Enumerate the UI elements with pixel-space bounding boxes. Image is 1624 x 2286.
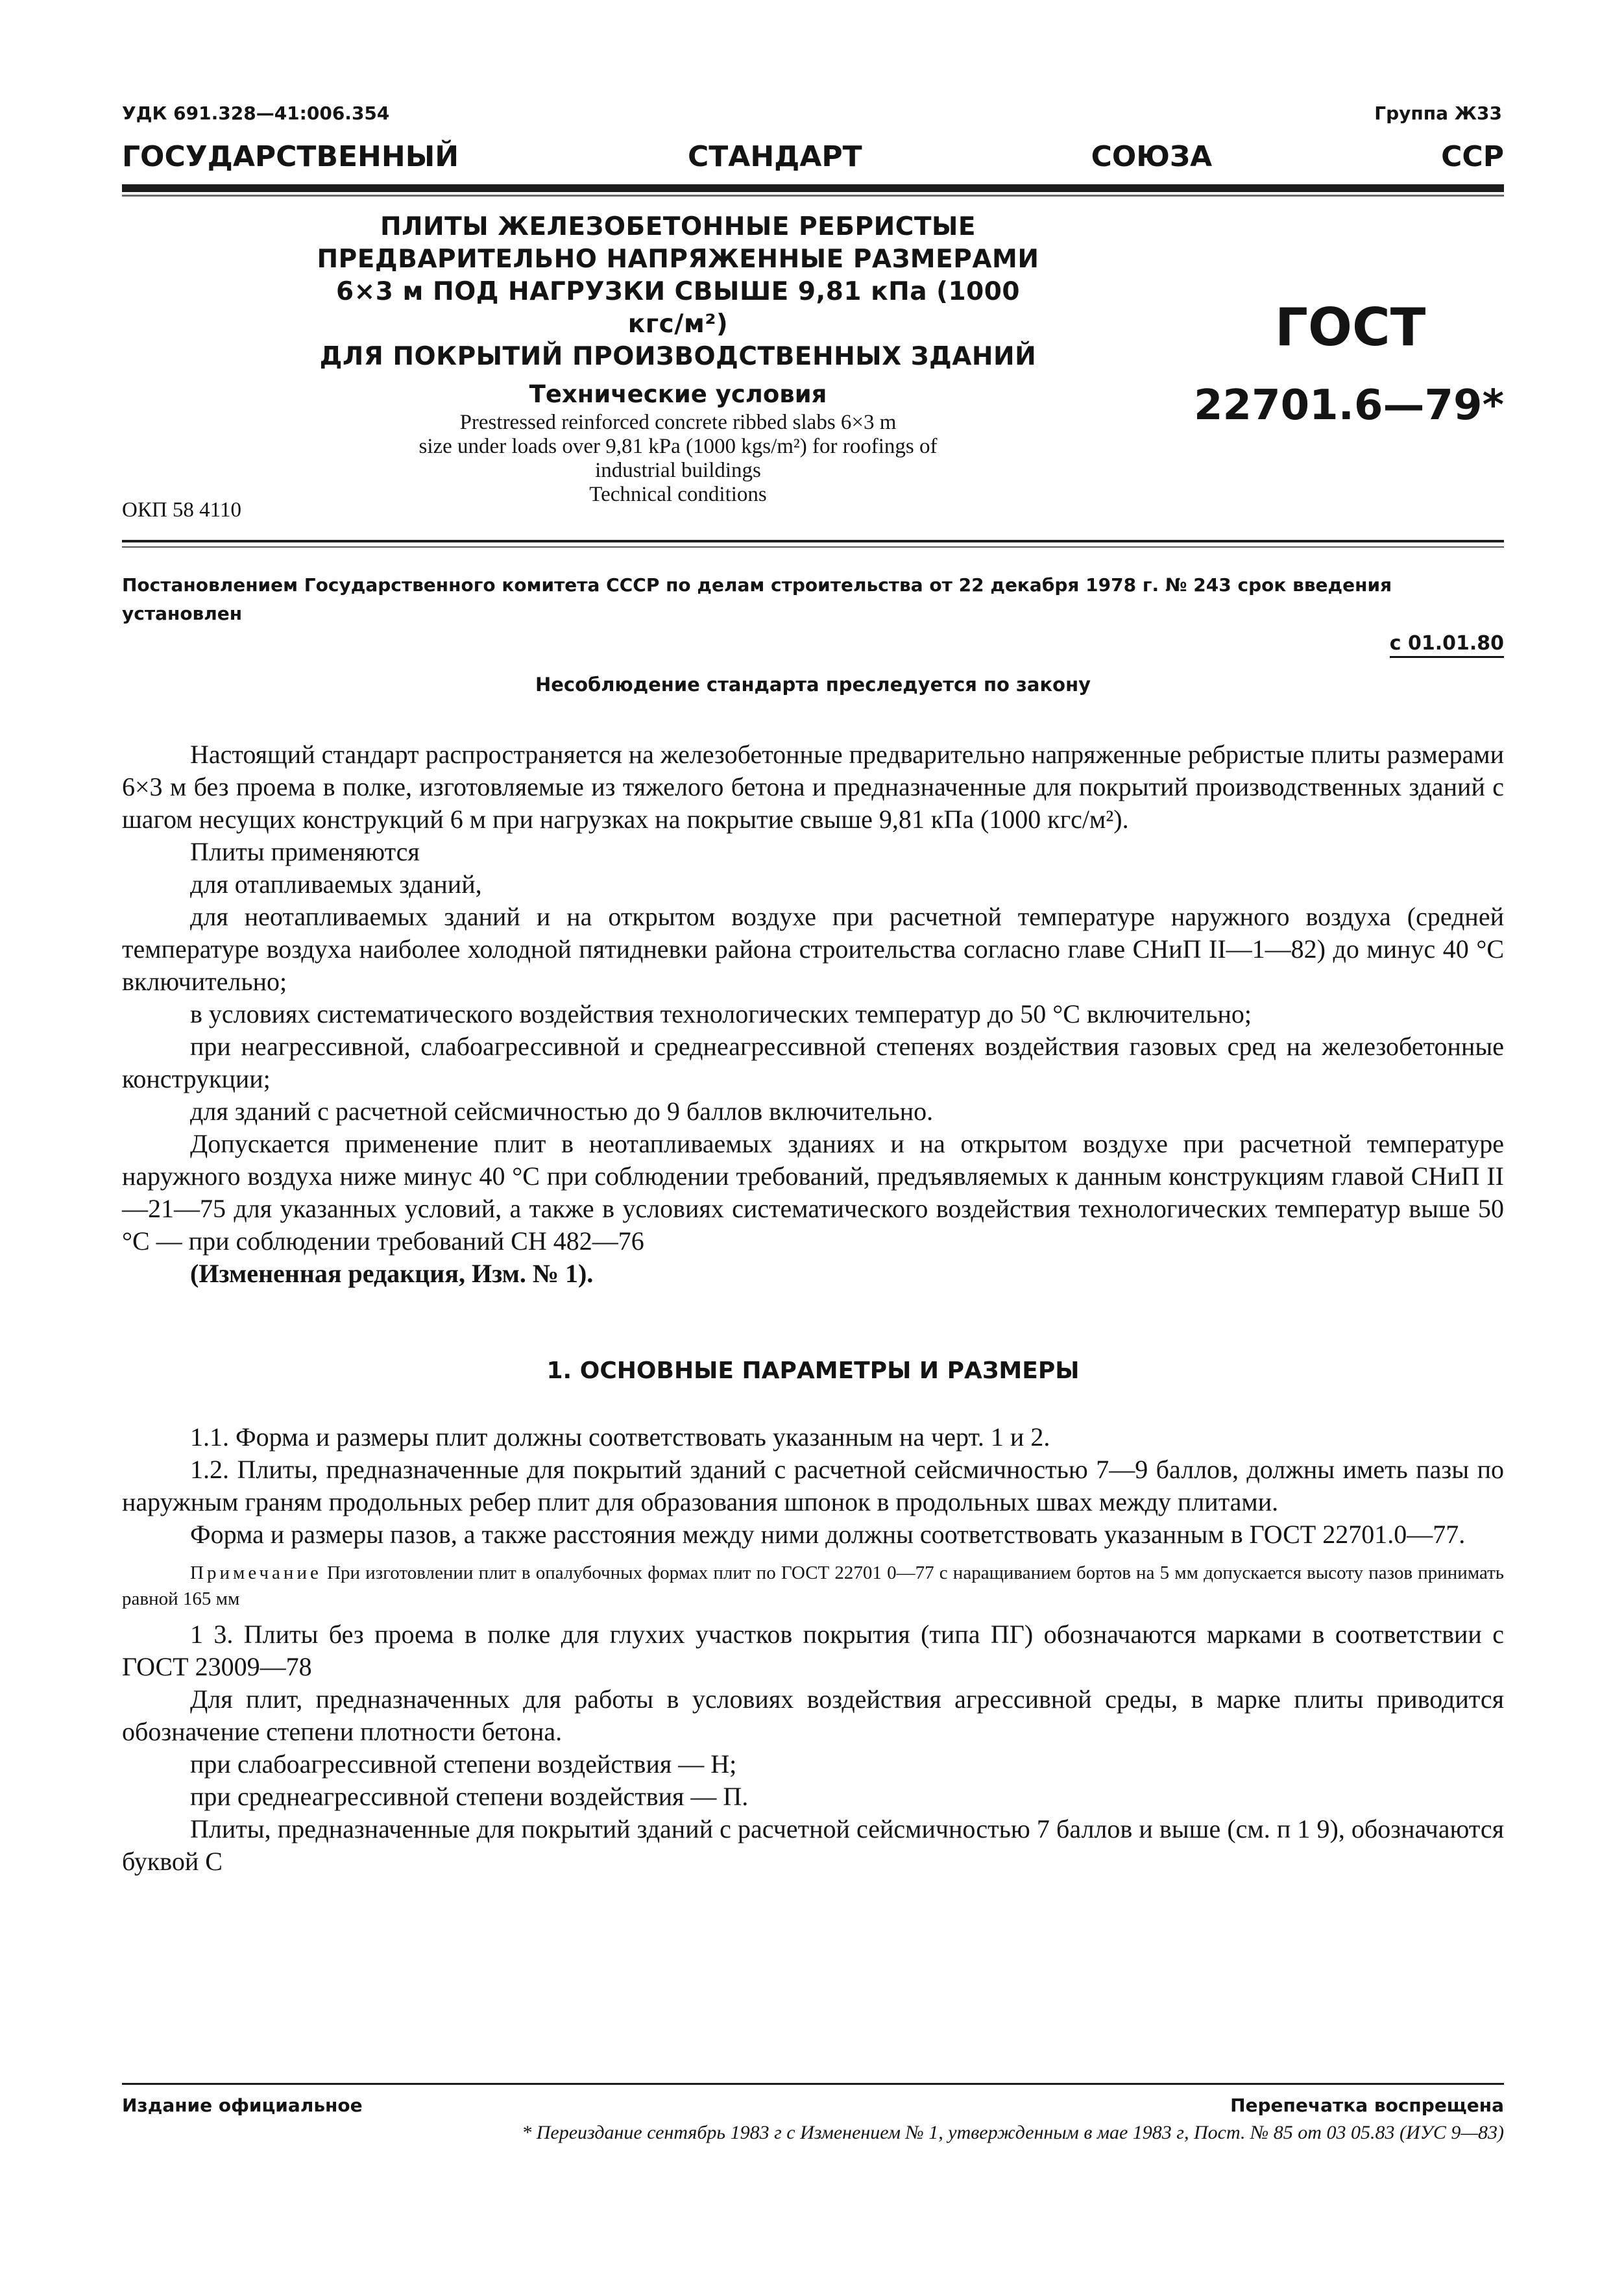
section-heading: 1. ОСНОВНЫЕ ПАРАМЕТРЫ И РАЗМЕРЫ [546,1357,1080,1384]
separator-rule-thin [122,546,1504,548]
english-title-line: industrial buildings [595,459,761,482]
okp-code: ОКП 58 4110 [122,498,241,522]
header-rule-thin [122,195,1504,197]
title-line: ПЛИТЫ ЖЕЛЕЗОБЕТОННЫЕ РЕБРИСТЫЕ [380,212,976,241]
state-word-3: СОЮЗА [1091,140,1213,173]
english-title-line: Technical conditions [589,483,767,506]
title-line: ПРЕДВАРИТЕЛЬНО НАПРЯЖЕННЫЕ РАЗМЕРАМИ [317,245,1039,274]
reissue-note: * Переиздание сентябрь 1983 г с Изменением № 1, утвержденным в мае 1983 г, Пост. № 85 от 03 05.83 (ИУС 9—83) [522,2122,1504,2143]
paragraph: в условиях систематического воздействия технологических температур до 50 °С включительно; [190,999,1252,1028]
reprint-notice: Перепечатка воспрещена [1230,2095,1504,2116]
state-word-2: СТАНДАРТ [688,140,862,173]
effective-date: с 01.01.80 [1390,632,1504,658]
paragraph: Для плит, предназначенных для работы в условиях воздействия агрессивной среды, в марке плиты приводится обозначение степени плотности бетона. [122,1684,1504,1746]
edition-label: Издание официальное [122,2095,363,2116]
paragraph: Допускается применение плит в неотапливаемых зданиях и на открытом воздухе при расчетной температуре наружного воздуха ниже минус 40 °С при соблюдении требований, предъявляемых к данным конструкциям главой СНиП II—21—75 для указанных условий, а также в условиях систематического воздействия технологических температур выше 50 °С — при соблюдении требований СН 482—76 [122,1129,1504,1256]
gost-number: 22701.6—79* [1194,382,1505,430]
paragraph: Настоящий стандарт распространяется на железобетонные предварительно напряженные ребристые плиты размерами 6×3 м без проема в полке, изготовляемые из тяжелого бетона и предназначенные для покрытий производственных зданий с шагом несущих конструкций 6 м при нагрузках на покрытие свыше 9,81 кПа (1000 кгс/м²). [122,740,1504,834]
paragraph: 1 3. Плиты без проема в полке для глухих участков покрытия (типа ПГ) обозначаются марками в соответствии с ГОСТ 23009—78 [122,1620,1504,1681]
paragraph: Форма и размеры пазов, а также расстояния между ними должны соответствовать указанным в ГОСТ 22701.0—77. [190,1520,1466,1549]
state-word-1: ГОСУДАРСТВЕННЫЙ [122,140,459,173]
decree-text: Постановлением Государственного комитета СССР по делам строительства от 22 декабря 1978 г. № 243 срок введения установлен [122,574,1392,624]
document-title-block [305,211,1051,507]
paragraph: 1.2. Плиты, предназначенные для покрытий зданий с расчетной сейсмичностью 7—9 баллов, должны иметь пазы по наружным граням продольных ребер плит для образования шпонок в продольных швах между плитами. [122,1455,1504,1516]
paragraph: при слабоагрессивной степени воздействия — Н; [190,1749,737,1779]
legal-warning: Несоблюдение стандарта преследуется по закону [535,674,1091,696]
state-word-4: ССР [1441,140,1504,173]
group-code: Группа Ж33 [1374,103,1502,124]
english-title-line: Prestressed reinforced concrete ribbed slabs 6×3 m [459,411,897,434]
note [122,1560,1504,1612]
revision-note: (Измененная редакция, Изм. № 1). [190,1259,594,1288]
paragraph: для неотапливаемых зданий и на открытом воздухе при расчетной температуре наружного воздуха (средней температуре воздуха наиболее холодной пятидневки района строительства согласно главе СНиП II—1—82) до минус 40 °С включительно; [122,902,1504,996]
state-standard-title [122,140,1504,173]
subtitle: Технические условия [529,380,827,408]
paragraph: при неагрессивной, слабоагрессивной и среднеагрессивной степенях воздействия газовых сред на железобетонные конструкции; [122,1032,1504,1093]
paragraph: для отапливаемых зданий, [190,869,482,899]
paragraph: 1.1. Форма и размеры плит должны соответствовать указанным на черт. 1 и 2. [190,1422,1050,1452]
section-body [122,1421,1504,1878]
footer-rule [122,2083,1504,2085]
title-line: ДЛЯ ПОКРЫТИЙ ПРОИЗВОДСТВЕННЫХ ЗДАНИЙ [319,342,1037,371]
note-text: При изготовлении плит в опалубочных формах плит по ГОСТ 22701 0—77 с наращиванием бортов на 5 мм допускается высоту пазов принимать равной 165 мм [122,1563,1504,1609]
paragraph: при среднеагрессивной степени воздействия — П. [190,1782,749,1811]
paragraph: Плиты, предназначенные для покрытий зданий с расчетной сейсмичностью 7 баллов и выше (см. п 1 9), обозначаются буквой С [122,1814,1504,1876]
udk-code: УДК 691.328—41:006.354 [122,103,390,124]
header-rule [122,184,1504,192]
note-label: Примечание [190,1563,322,1583]
separator-rule [122,540,1504,542]
paragraph: Плиты применяются [190,837,420,866]
english-title-line: size under loads over 9,81 kPa (1000 kgs/m²) for roofings of [418,435,938,458]
intro-body [122,738,1504,1290]
title-line: 6×3 м ПОД НАГРУЗКИ СВЫШЕ 9,81 кПа (1000 кгс/м²) [335,277,1021,339]
paragraph: для зданий с расчетной сейсмичностью до 9 баллов включительно. [190,1097,934,1126]
gost-label: ГОСТ [1275,297,1426,358]
